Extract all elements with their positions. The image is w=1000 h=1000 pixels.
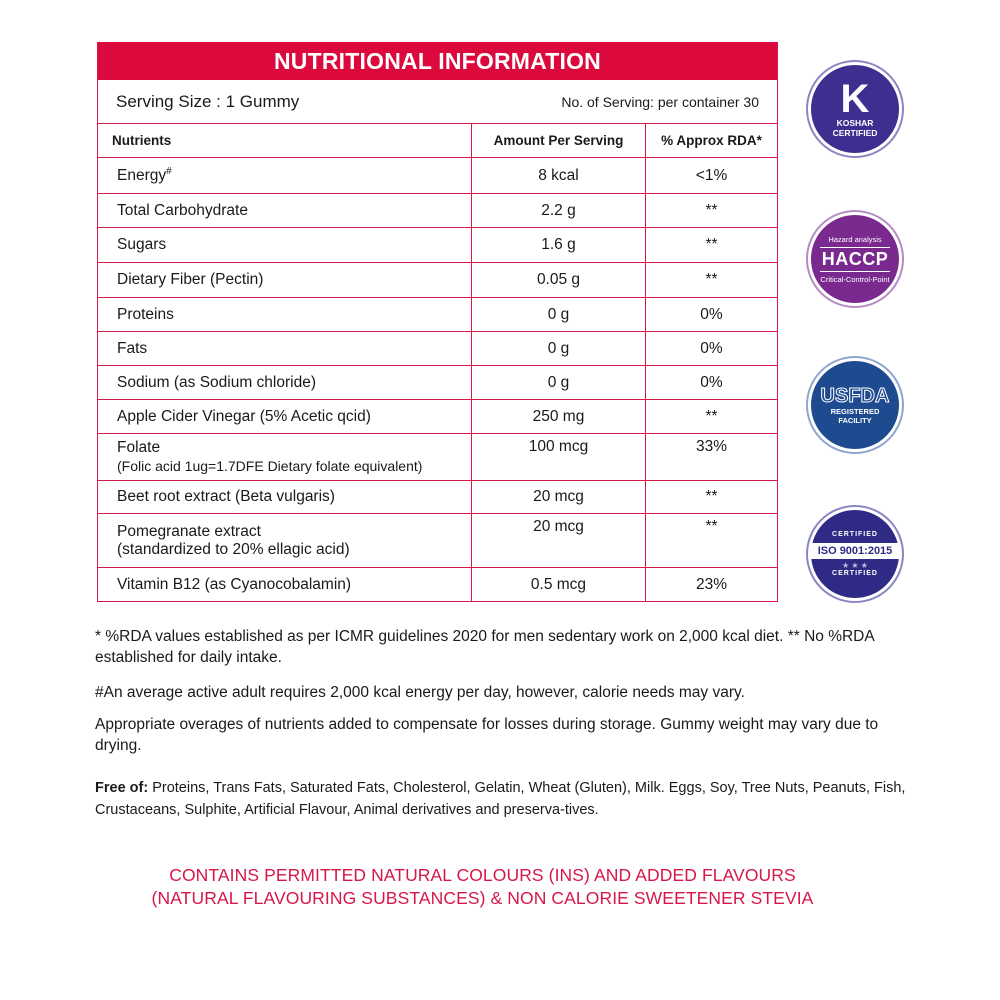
- amount: 20 mcg: [472, 481, 646, 513]
- nutrient-name: Sugars: [98, 228, 472, 262]
- nutrient-name: Energy: [117, 167, 167, 185]
- table-title: NUTRITIONAL INFORMATION: [98, 42, 777, 80]
- free-of-statement: [95, 777, 940, 821]
- kosher-certified-badge-icon: K KOSHAR CERTIFIED: [808, 62, 902, 156]
- nutrient-subtext: (Folic acid 1ug=1.7DFE Dietary folate equivalent): [117, 458, 423, 474]
- table-row: [98, 568, 777, 601]
- amount: 0 g: [472, 366, 646, 399]
- header-amount: Amount Per Serving: [472, 124, 646, 157]
- rda: **: [705, 271, 718, 288]
- nutrient-name: Folate: [117, 439, 161, 456]
- nutrient-name: Vitamin B12 (as Cyanocobalamin): [98, 568, 472, 601]
- table-row: [98, 514, 777, 568]
- table-row: [98, 263, 777, 298]
- rda-footnote: * %RDA values established as per ICMR guidelines 2020 for men sedentary work on 2,000 kcal diet. ** No %RDA established for daily intake.: [95, 628, 874, 666]
- rda: 23%: [695, 575, 728, 593]
- nutrient-name: Apple Cider Vinegar (5% Acetic qcid): [98, 400, 472, 433]
- table-header-row: [98, 124, 777, 158]
- nutrient-name: Proteins: [98, 298, 472, 331]
- rda: <1%: [695, 166, 728, 184]
- amount: 0.05 g: [472, 263, 646, 297]
- rda: 33%: [695, 438, 728, 455]
- nutrient-name: Fats: [98, 332, 472, 365]
- table-row: [98, 228, 777, 263]
- table-row: [98, 158, 777, 194]
- contains-statement: CONTAINS PERMITTED NATURAL COLOURS (INS) AND ADDED FLAVOURS (NATURAL FLAVOURING SUBSTANCES) & NON CALORIE SWEETENER STEVIA: [151, 865, 814, 908]
- rda: **: [705, 407, 718, 425]
- rda: 0%: [700, 305, 723, 323]
- rda: 0%: [700, 373, 723, 391]
- haccp-badge-icon: Hazard analysis HACCP Critical-Control-Point: [808, 212, 902, 306]
- rda: **: [705, 488, 718, 505]
- rda: **: [705, 201, 718, 219]
- amount: 0 g: [472, 298, 646, 331]
- rda: **: [705, 518, 718, 535]
- table-row: [98, 298, 777, 332]
- table-row: [98, 400, 777, 434]
- table-row: [98, 332, 777, 366]
- table-row: [98, 366, 777, 400]
- free-of-list: Proteins, Trans Fats, Saturated Fats, Cholesterol, Gelatin, Wheat (Gluten), Milk. Eggs, Soy, Tree Nuts, Peanuts, Fish, Crustaceans, Sulphite, Artificial Flavour, Animal derivatives and preserva-tives.: [95, 780, 906, 818]
- amount: 100 mcg: [472, 434, 646, 480]
- free-of-label: Free of:: [95, 780, 149, 796]
- amount: 0 g: [472, 332, 646, 365]
- amount: 0.5 mcg: [472, 568, 646, 601]
- energy-footnote: #An average active adult requires 2,000 kcal energy per day, however, calorie needs may vary.: [95, 684, 745, 701]
- nutrient-name: Dietary Fiber (Pectin): [98, 263, 472, 297]
- amount: 20 mcg: [472, 514, 646, 567]
- overages-footnote: Appropriate overages of nutrients added to compensate for losses during storage. Gummy weight may vary due to drying.: [95, 716, 879, 754]
- table-row: [98, 481, 777, 514]
- serving-info-row: [98, 80, 777, 124]
- servings-per-container: No. of Serving: per container 30: [561, 93, 759, 110]
- table-row: [98, 194, 777, 228]
- rda: 0%: [700, 339, 723, 357]
- amount: 2.2 g: [472, 194, 646, 227]
- star-icons: ★ ★ ★: [842, 561, 868, 570]
- iso-9001-badge-icon: CERTIFIED ISO 9001:2015 ★ ★ ★ CERTIFIED: [808, 507, 902, 601]
- footnote-mark: #: [166, 165, 172, 177]
- rda: **: [705, 236, 718, 253]
- usfda-badge-icon: USFDA REGISTERED FACILITY: [808, 358, 902, 452]
- nutrition-table: [97, 42, 778, 602]
- header-nutrients: Nutrients: [98, 124, 472, 157]
- nutrient-name: Beet root extract (Beta vulgaris): [98, 481, 472, 513]
- nutrient-name: Sodium (as Sodium chloride): [98, 366, 472, 399]
- nutrient-name: Pomegranate extract: [117, 522, 261, 540]
- serving-size: Serving Size : 1 Gummy: [116, 91, 300, 111]
- header-rda: % Approx RDA*: [661, 133, 762, 148]
- amount: 250 mg: [472, 400, 646, 433]
- amount: 8 kcal: [472, 158, 646, 193]
- amount: 1.6 g: [472, 228, 646, 262]
- table-row: [98, 434, 777, 481]
- nutrient-name: Total Carbohydrate: [98, 194, 472, 227]
- nutrient-subtext: (standardized to 20% ellagic acid): [117, 540, 350, 558]
